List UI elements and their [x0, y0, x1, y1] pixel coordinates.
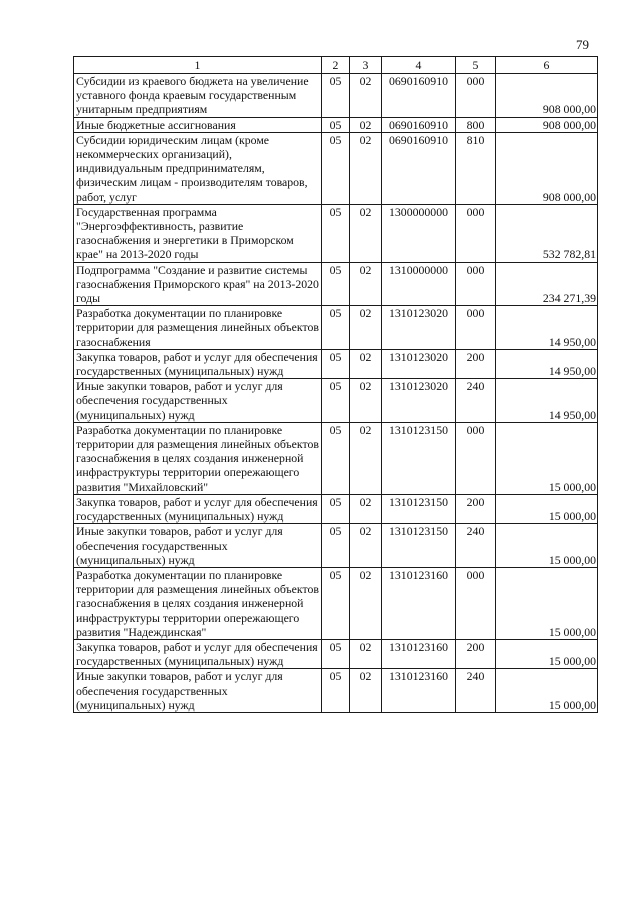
cell-name: Иные закупки товаров, работ и услуг для обеспечения государственных (муниципальных) нужд — [74, 669, 322, 713]
cell-expense-type: 810 — [456, 132, 496, 204]
cell-expense-type: 000 — [456, 567, 496, 639]
cell-article: 1310123160 — [382, 669, 456, 713]
cell-section: 05 — [322, 74, 350, 118]
cell-name: Закупка товаров, работ и услуг для обеспечения государственных (муниципальных) нужд — [74, 494, 322, 523]
cell-subsection: 02 — [350, 349, 382, 378]
page-number: 79 — [576, 37, 589, 52]
cell-section: 05 — [322, 524, 350, 568]
cell-subsection: 02 — [350, 204, 382, 262]
cell-article: 1310123150 — [382, 494, 456, 523]
cell-amount: 15 000,00 — [496, 567, 598, 639]
cell-subsection: 02 — [350, 379, 382, 423]
cell-subsection: 02 — [350, 422, 382, 494]
cell-article: 0690160910 — [382, 117, 456, 132]
cell-expense-type: 000 — [456, 422, 496, 494]
cell-article: 1310123020 — [382, 306, 456, 350]
cell-name: Иные закупки товаров, работ и услуг для обеспечения государственных (муниципальных) нужд — [74, 379, 322, 423]
cell-amount: 14 950,00 — [496, 306, 598, 350]
column-header: 5 — [456, 57, 496, 74]
cell-subsection: 02 — [350, 669, 382, 713]
cell-section: 05 — [322, 422, 350, 494]
table-body — [74, 74, 598, 713]
cell-section: 05 — [322, 306, 350, 350]
cell-amount: 908 000,00 — [496, 117, 598, 132]
cell-amount: 15 000,00 — [496, 639, 598, 668]
table-row — [74, 422, 598, 494]
cell-subsection: 02 — [350, 117, 382, 132]
cell-amount: 15 000,00 — [496, 669, 598, 713]
cell-article: 0690160910 — [382, 132, 456, 204]
table-row — [74, 262, 598, 306]
cell-name: Иные закупки товаров, работ и услуг для обеспечения государственных (муниципальных) нужд — [74, 524, 322, 568]
table-row — [74, 204, 598, 262]
column-header: 1 — [74, 57, 322, 74]
cell-name: Закупка товаров, работ и услуг для обеспечения государственных (муниципальных) нужд — [74, 639, 322, 668]
cell-name: Закупка товаров, работ и услуг для обеспечения государственных (муниципальных) нужд — [74, 349, 322, 378]
table-row — [74, 74, 598, 118]
cell-article: 1300000000 — [382, 204, 456, 262]
cell-expense-type: 000 — [456, 74, 496, 118]
table-row — [74, 639, 598, 668]
cell-article: 1310000000 — [382, 262, 456, 306]
cell-amount: 532 782,81 — [496, 204, 598, 262]
column-header: 3 — [350, 57, 382, 74]
table-row — [74, 524, 598, 568]
cell-amount: 14 950,00 — [496, 349, 598, 378]
cell-expense-type: 200 — [456, 639, 496, 668]
cell-section: 05 — [322, 639, 350, 668]
table-row — [74, 306, 598, 350]
cell-amount: 908 000,00 — [496, 74, 598, 118]
header-row — [74, 57, 598, 74]
budget-table — [73, 56, 598, 713]
cell-section: 05 — [322, 567, 350, 639]
cell-article: 1310123160 — [382, 639, 456, 668]
cell-subsection: 02 — [350, 306, 382, 350]
table-row — [74, 349, 598, 378]
cell-expense-type: 240 — [456, 669, 496, 713]
cell-amount: 908 000,00 — [496, 132, 598, 204]
cell-name: Подпрограмма "Создание и развитие системы газоснабжения Приморского края" на 2013-2020 годы — [74, 262, 322, 306]
cell-section: 05 — [322, 117, 350, 132]
table-row — [74, 379, 598, 423]
cell-expense-type: 240 — [456, 524, 496, 568]
table-row — [74, 669, 598, 713]
cell-amount: 14 950,00 — [496, 379, 598, 423]
cell-name: Разработка документации по планировке территории для размещения линейных объектов газоснабжения в целях создания инженерной инфраструктуры территории опережающего развития "Михайловский" — [74, 422, 322, 494]
cell-section: 05 — [322, 132, 350, 204]
cell-name: Разработка документации по планировке территории для размещения линейных объектов газоснабжения — [74, 306, 322, 350]
table-row — [74, 117, 598, 132]
cell-name: Иные бюджетные ассигнования — [74, 117, 322, 132]
cell-subsection: 02 — [350, 262, 382, 306]
cell-article: 1310123150 — [382, 422, 456, 494]
cell-subsection: 02 — [350, 567, 382, 639]
cell-section: 05 — [322, 262, 350, 306]
cell-name: Государственная программа "Энергоэффективность, развитие газоснабжения и энергетики в Приморском крае" на 2013-2020 годы — [74, 204, 322, 262]
cell-subsection: 02 — [350, 494, 382, 523]
cell-amount: 15 000,00 — [496, 494, 598, 523]
table-row — [74, 567, 598, 639]
cell-subsection: 02 — [350, 639, 382, 668]
cell-expense-type: 200 — [456, 349, 496, 378]
cell-section: 05 — [322, 204, 350, 262]
cell-section: 05 — [322, 379, 350, 423]
cell-subsection: 02 — [350, 74, 382, 118]
cell-article: 1310123020 — [382, 349, 456, 378]
cell-expense-type: 000 — [456, 306, 496, 350]
column-header: 4 — [382, 57, 456, 74]
cell-expense-type: 000 — [456, 204, 496, 262]
cell-subsection: 02 — [350, 524, 382, 568]
cell-amount: 234 271,39 — [496, 262, 598, 306]
cell-section: 05 — [322, 349, 350, 378]
cell-expense-type: 000 — [456, 262, 496, 306]
cell-section: 05 — [322, 669, 350, 713]
cell-name: Разработка документации по планировке территории для размещения линейных объектов газоснабжения в целях создания инженерной инфраструктуры территории опережающего развития "Надеждинская" — [74, 567, 322, 639]
cell-amount: 15 000,00 — [496, 524, 598, 568]
cell-section: 05 — [322, 494, 350, 523]
cell-amount: 15 000,00 — [496, 422, 598, 494]
cell-expense-type: 240 — [456, 379, 496, 423]
cell-name: Субсидии юридическим лицам (кроме некоммерческих организаций), индивидуальным предпринимателям, физическим лицам - производителям товаров, работ, услуг — [74, 132, 322, 204]
cell-subsection: 02 — [350, 132, 382, 204]
column-header: 2 — [322, 57, 350, 74]
cell-article: 0690160910 — [382, 74, 456, 118]
cell-expense-type: 800 — [456, 117, 496, 132]
table-row — [74, 494, 598, 523]
cell-article: 1310123150 — [382, 524, 456, 568]
table-row — [74, 132, 598, 204]
cell-name: Субсидии из краевого бюджета на увеличение уставного фонда краевым государственным унитарным предприятиям — [74, 74, 322, 118]
cell-expense-type: 200 — [456, 494, 496, 523]
cell-article: 1310123020 — [382, 379, 456, 423]
cell-article: 1310123160 — [382, 567, 456, 639]
column-header: 6 — [496, 57, 598, 74]
